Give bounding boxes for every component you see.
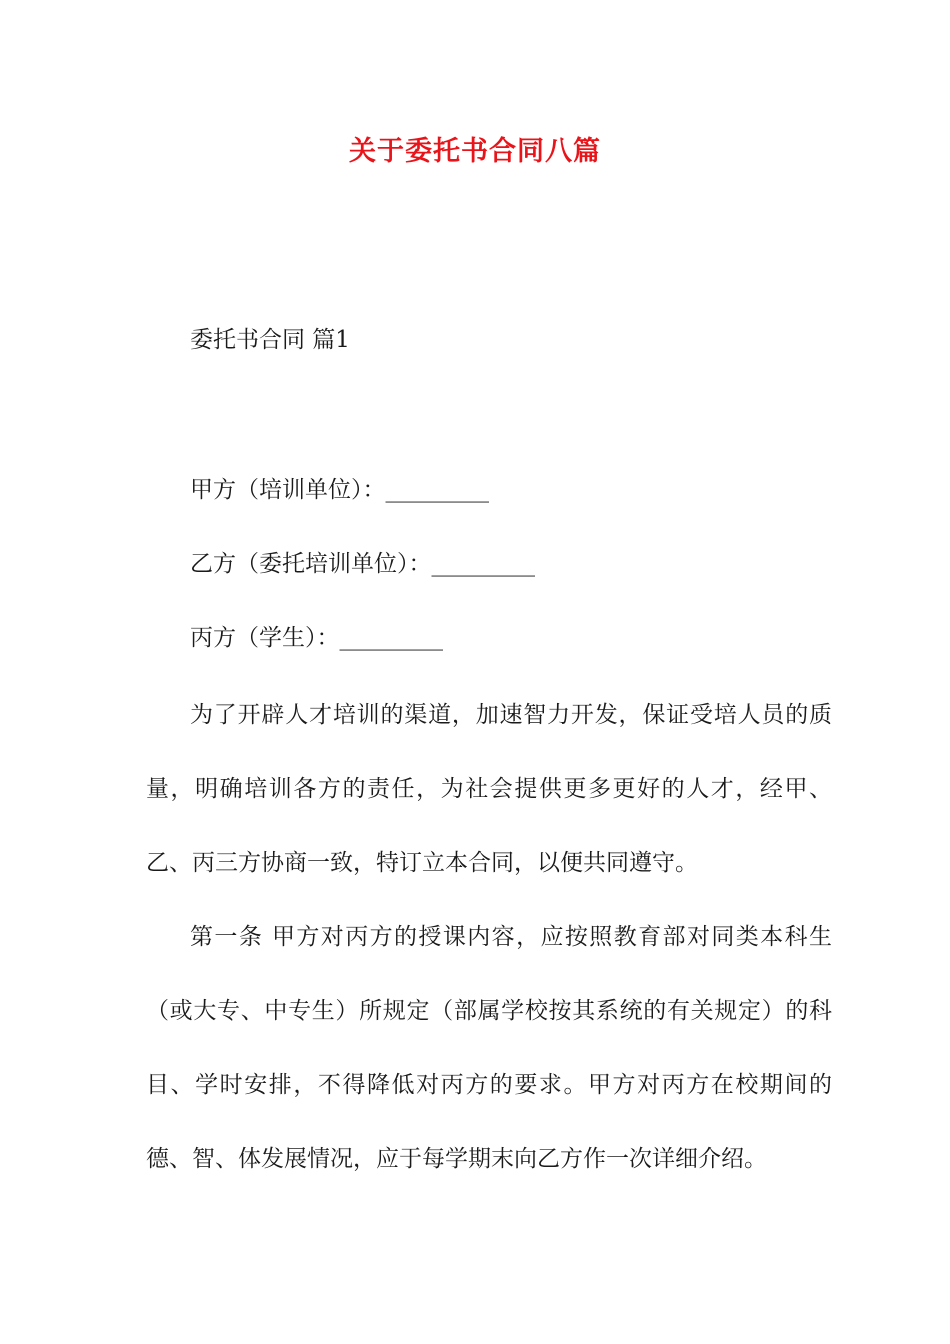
section-heading: 委托书合同 篇1 [190,327,350,353]
party-a-blank: _________ [385,477,489,503]
party-b-line [190,546,535,582]
party-c-line [190,620,443,656]
intro-paragraph: 为了开辟人才培训的渠道，加速智力开发，保证受培人员的质量，明确培训各方的责任，为社会提供更多更好的人才，经甲、乙、丙三方协商一致，特订立本合同，以便共同遵守。 [146,702,832,876]
party-a-label: 甲方（培训单位）： [190,477,386,503]
party-b-label: 乙方（委托培训单位）： [190,551,432,577]
party-c-blank: _________ [339,625,443,651]
article-1-paragraph: 第一条 甲方对丙方的授课内容，应按照教育部对同类本科生（或大专、中专生）所规定（部属学校按其系统的有关规定）的科目、学时安排，不得降低对丙方的要求。甲方对丙方在校期间的德、智、体发展情况，应于每学期末向乙方作一次详细介绍。 [146,924,832,1172]
party-a-line [190,472,489,508]
party-c-label: 丙方（学生）： [190,625,340,651]
document-title: 关于委托书合同八篇 [349,136,601,167]
party-b-blank: _________ [431,551,535,577]
